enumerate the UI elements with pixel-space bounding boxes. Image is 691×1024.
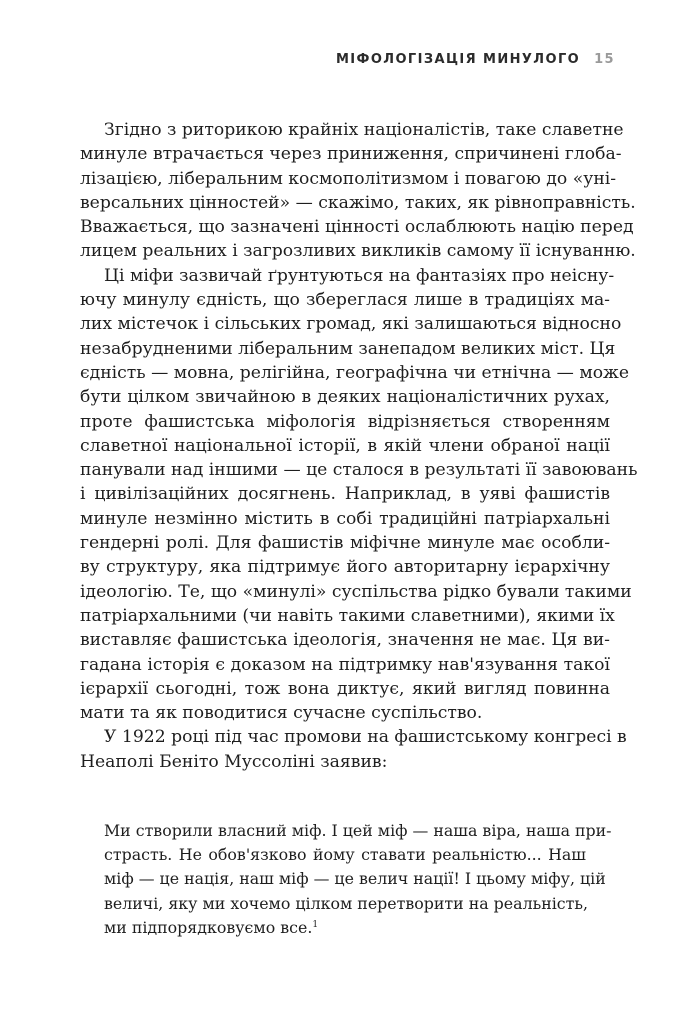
running-header bbox=[0, 52, 615, 67]
footnote-marker: 1 bbox=[312, 919, 319, 930]
block-quote bbox=[104, 819, 612, 940]
text-line: гадана історія є доказом на підтримку нав'язування такої bbox=[80, 654, 610, 675]
text-line: мати та як поводитися сучасне суспільство. bbox=[80, 703, 483, 724]
paragraph-1 bbox=[80, 118, 636, 264]
text-line: проте фашистська міфологія відрізняється створенням bbox=[80, 411, 610, 432]
text-line: версальних цінностей» — скажімо, таких, як рівноправність. bbox=[80, 192, 636, 213]
text-line: минуле втрачається через приниження, спричинені глоба- bbox=[80, 144, 622, 165]
paragraph-3 bbox=[80, 725, 627, 774]
text-line: Згідно з риторикою крайніх націоналістів, таке славетне bbox=[104, 120, 624, 140]
quote-last-line bbox=[104, 916, 586, 940]
page-number: 15 bbox=[594, 52, 615, 67]
text-line: гендерні ролі. Для фашистів міфічне минуле має особли- bbox=[80, 533, 610, 554]
text-line: минуле незмінно містить в собі традиційні патріархальні bbox=[80, 508, 610, 529]
text-line: патріархальними (чи навіть такими славетними), якими їх bbox=[80, 605, 615, 626]
quote-line: міф — це нація, наш міф — це велич нації! І цьому міфу, цій bbox=[104, 869, 606, 889]
text-line: лізацією, ліберальним космополітизмом і повагою до «уні- bbox=[80, 168, 617, 189]
quote-line: величі, яку ми хочемо цілком перетворити на реальність, bbox=[104, 893, 588, 913]
text-line: єдність — мовна, релігійна, географічна чи етнічна — може bbox=[80, 362, 630, 383]
quote-line-text: ми підпорядковуємо все. bbox=[104, 917, 313, 937]
quote-line: страсть. Не обов'язково йому ставати реальністю... Наш bbox=[104, 845, 586, 865]
text-line: ву структуру, яка підтримує його авторитарну ієрархічну bbox=[80, 557, 610, 578]
text-line: незабрудненими ліберальним занепадом великих міст. Ця bbox=[80, 338, 616, 359]
text-line: Вважається, що зазначені цінності ослаблюють націю перед bbox=[80, 217, 634, 238]
text-line: виставляє фашистська ідеологія, значення не має. Ця ви- bbox=[80, 630, 610, 651]
text-line: ючу минулу єдність, що збереглася лише в традиціях ма- bbox=[80, 290, 610, 311]
text-line: бути цілком звичайною в деяких націоналістичних рухах, bbox=[80, 387, 610, 408]
text-line: ідеологію. Те, що «минулі» суспільства рідко бували такими bbox=[80, 581, 632, 602]
text-line: У 1922 році під час промови на фашистському конгресі в bbox=[104, 727, 627, 748]
text-line: ієрархії сьогодні, тож вона диктує, який вигляд повинна bbox=[80, 678, 610, 699]
text-line: славетної національної історії, в якій члени обраної нації bbox=[80, 435, 610, 456]
main-text bbox=[80, 118, 638, 774]
paragraph-2 bbox=[80, 264, 638, 726]
chapter-title: МІФОЛОГІЗАЦІЯ МИНУЛОГО bbox=[335, 52, 581, 67]
text-line: і цивілізаційних досягнень. Наприклад, в уяві фашистів bbox=[80, 484, 610, 505]
quote-line: Ми створили власний міф. І цей міф — наша віра, наша при- bbox=[104, 821, 612, 840]
text-line: лицем реальних і загрозливих викликів самому її існуванню. bbox=[80, 241, 636, 262]
text-line: лих містечок і сільських громад, які залишаються відносно bbox=[80, 314, 622, 335]
text-line: Неаполі Беніто Муссоліні заявив: bbox=[80, 751, 388, 772]
text-line: панували над іншими — це сталося в результаті її завоювань bbox=[80, 460, 638, 481]
text-line: Ці міфи зазвичай ґрунтуються на фантазіях про неісну- bbox=[104, 265, 615, 286]
